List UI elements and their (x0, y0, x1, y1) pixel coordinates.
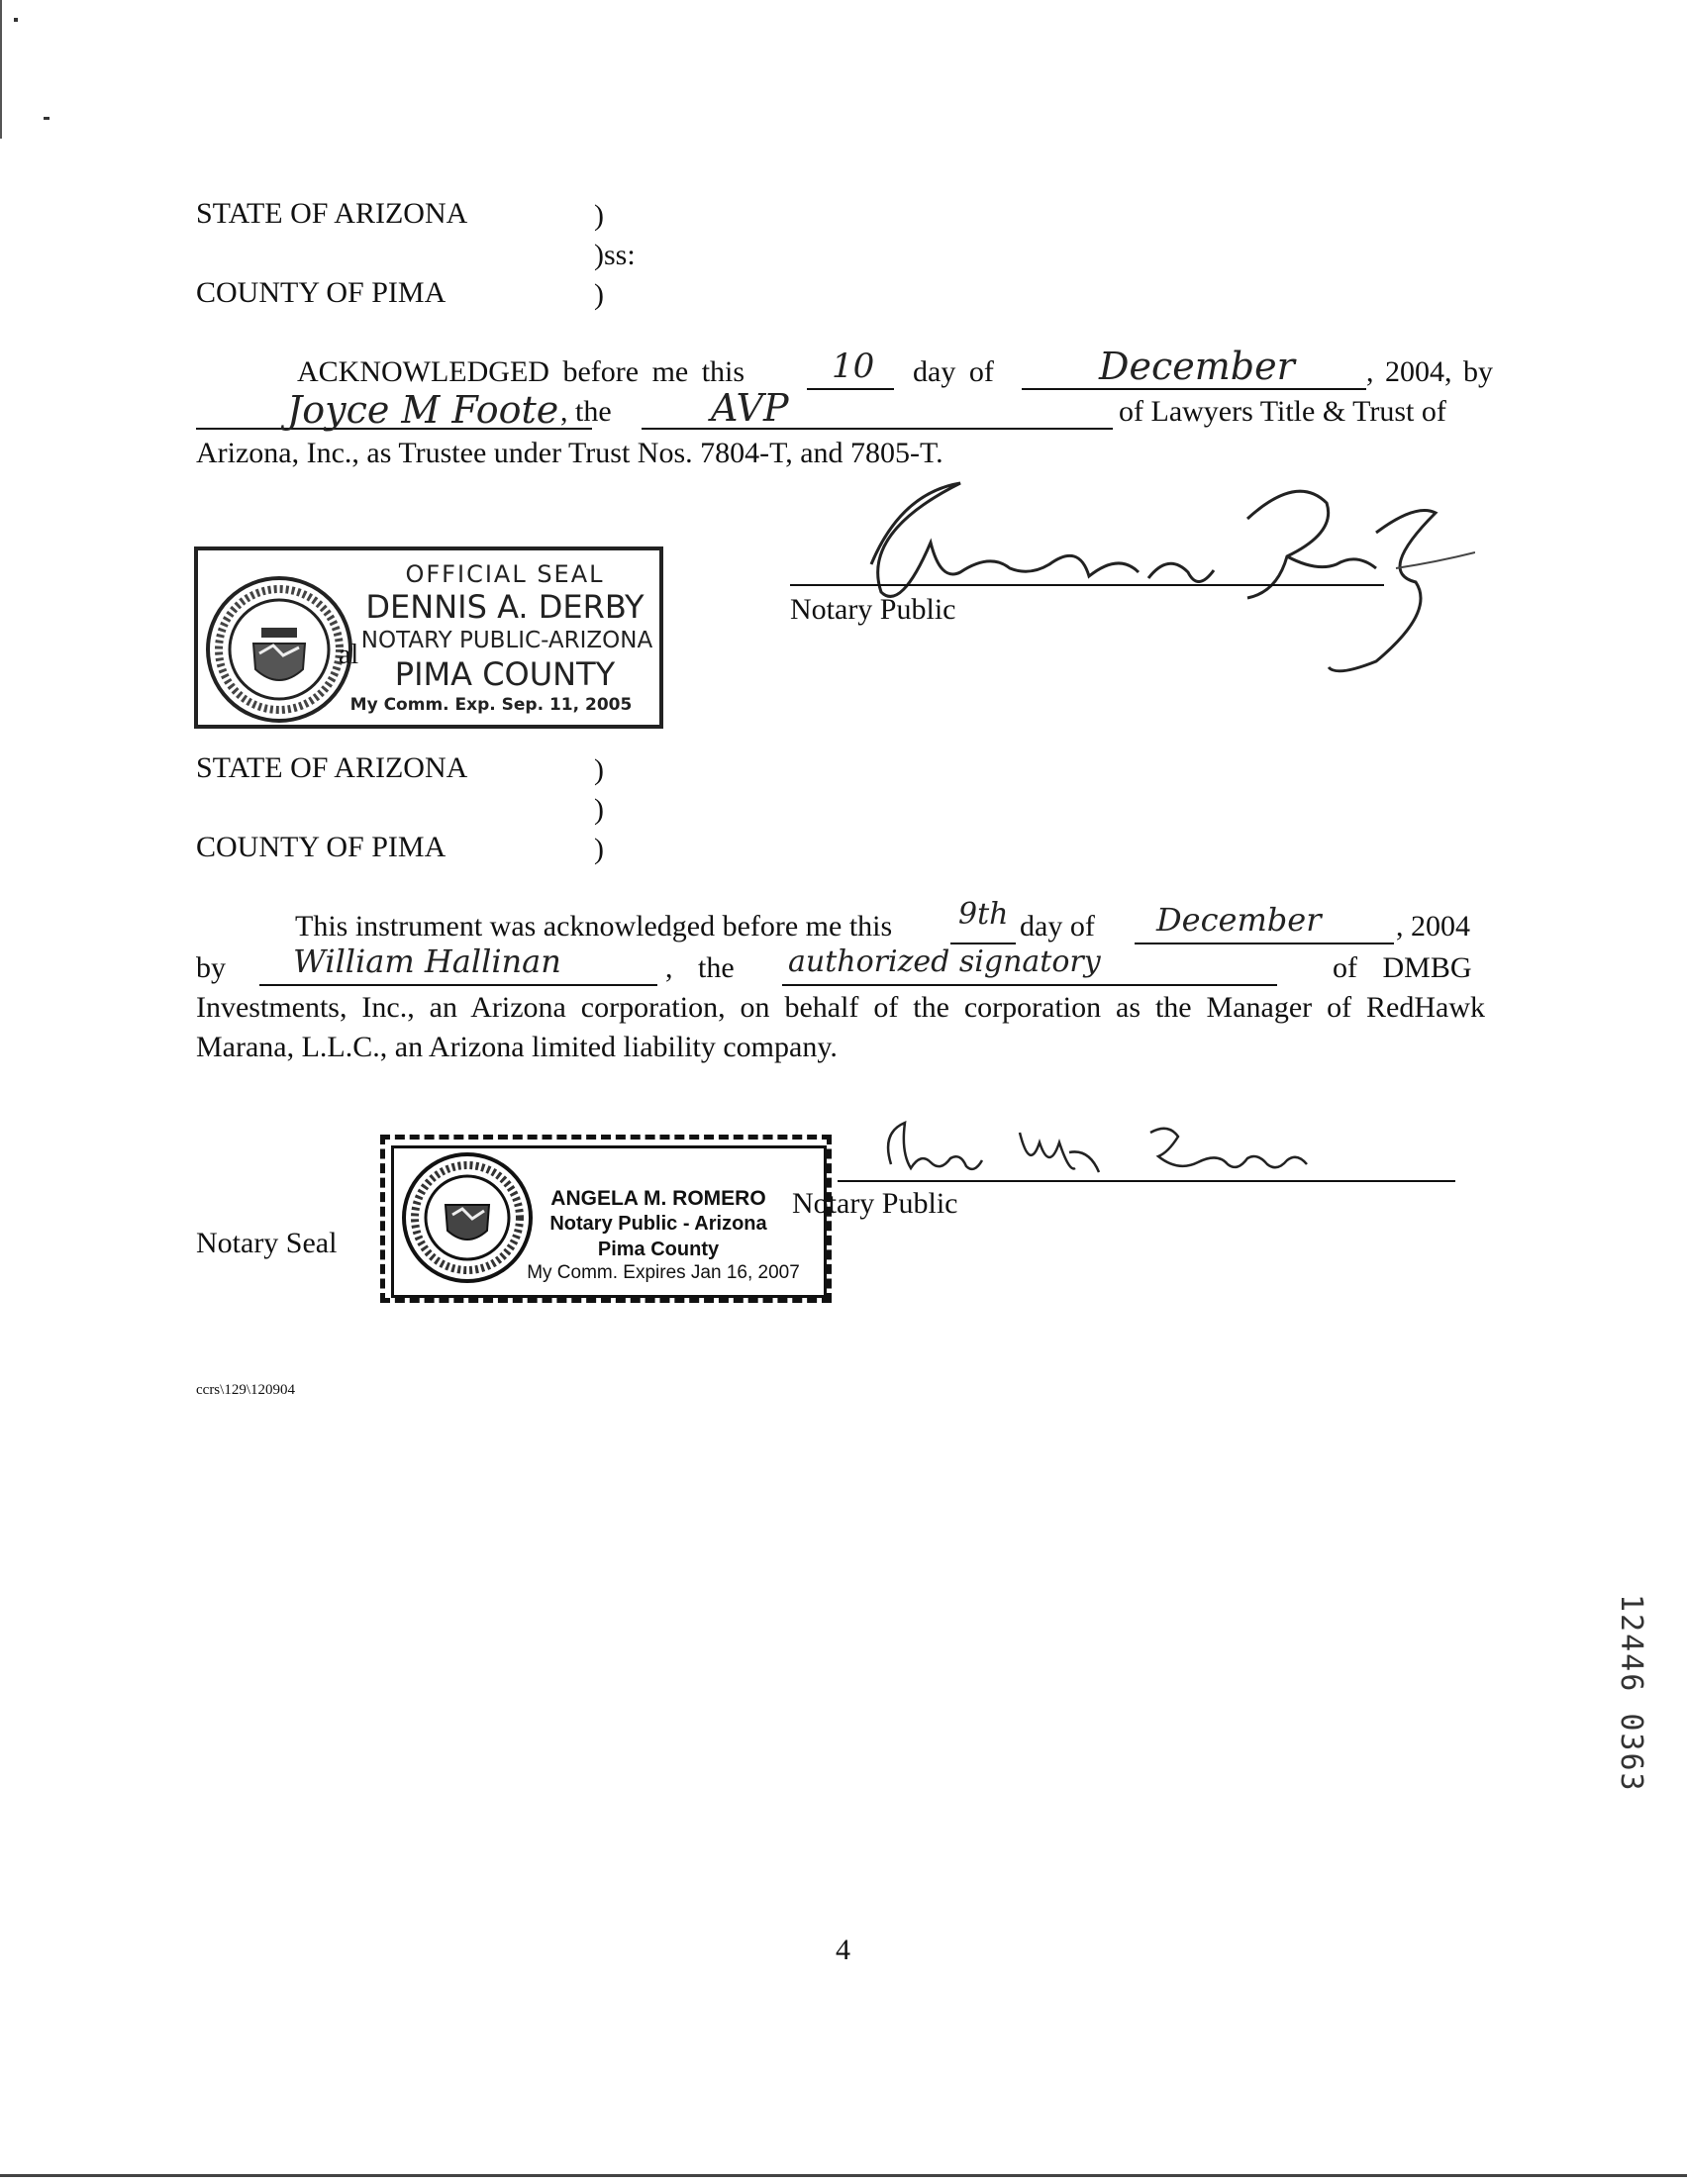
seal-county: Pima County (597, 1239, 720, 1260)
seal-overprint: al (339, 640, 359, 670)
venue-paren: ) (594, 278, 604, 311)
handwritten-month: December (1099, 345, 1295, 388)
signature-derby (822, 473, 1475, 691)
seal-expiry: My Comm. Exp. Sep. 11, 2005 (349, 695, 633, 715)
ack-text: by (196, 951, 226, 984)
blank-line (259, 984, 657, 986)
notary-public-label: Notary Public (792, 1187, 958, 1220)
file-reference: ccrs\129\120904 (196, 1382, 295, 1398)
ack-text: of Lawyers Title & Trust of (1119, 395, 1446, 428)
venue-ss: )ss: (594, 239, 636, 271)
ack-text: , the (560, 395, 612, 428)
ack-text: , 2004, by (1366, 355, 1493, 388)
ack-text: day of (1020, 910, 1095, 943)
page-number: 4 (836, 1934, 850, 1966)
state-heading: STATE OF ARIZONA (196, 751, 468, 784)
scan-edge (0, 2174, 1687, 2177)
venue-paren: ) (594, 793, 604, 826)
handwritten-title: authorized signatory (788, 944, 1101, 979)
notary-seal-label: Notary Seal (196, 1227, 338, 1259)
ack-text: This instrument was acknowledged before me this (295, 910, 893, 943)
seal-name: DENNIS A. DERBY (365, 588, 645, 626)
official-seal-derby (194, 546, 663, 729)
venue-paren: ) (594, 753, 604, 786)
seal-role: Notary Public - Arizona (549, 1213, 767, 1235)
handwritten-name: William Hallinan (293, 943, 561, 980)
scan-speck (44, 117, 50, 120)
ack-text: Marana, L.L.C., an Arizona limited liability company. (196, 1031, 838, 1063)
ack-text: Arizona, Inc., as Trustee under Trust Nos. 7804-T, and 7805-T. (196, 437, 943, 469)
notary-public-label: Notary Public (790, 593, 956, 626)
signature-line (838, 1180, 1455, 1182)
ack-text: day of (913, 355, 994, 388)
scan-edge (0, 0, 2, 139)
county-heading: COUNTY OF PIMA (196, 831, 447, 863)
official-seal-romero (380, 1135, 832, 1303)
seal-county: PIMA COUNTY (394, 655, 616, 693)
venue-paren: ) (594, 833, 604, 865)
ack-text: ACKNOWLEDGED before me this (297, 355, 745, 388)
state-heading: STATE OF ARIZONA (196, 197, 468, 230)
handwritten-month: December (1156, 901, 1322, 939)
blank-line (1135, 943, 1394, 944)
ack-text: Investments, Inc., an Arizona corporation, on behalf of the corporation as the Manager of RedHawk (196, 991, 1485, 1024)
ack-text: , 2004 (1396, 910, 1470, 943)
venue-paren: ) (594, 199, 604, 232)
handwritten-day: 9th (958, 897, 1009, 932)
seal-expiry: My Comm. Expires Jan 16, 2007 (527, 1262, 800, 1283)
handwritten-name: Joyce M Foote (287, 388, 559, 432)
handwritten-title: AVP (711, 386, 789, 430)
blank-line (807, 388, 894, 390)
handwritten-day: 10 (832, 347, 875, 386)
signature-line (790, 584, 1384, 586)
seal-role: NOTARY PUBLIC-ARIZONA (360, 628, 653, 653)
seal-header: OFFICIAL SEAL (405, 560, 605, 588)
blank-line (1022, 388, 1366, 390)
ack-text: of DMBG (1333, 951, 1472, 984)
ack-text: , the (665, 951, 735, 984)
blank-line (782, 984, 1277, 986)
scan-speck (14, 18, 18, 22)
county-heading: COUNTY OF PIMA (196, 276, 447, 309)
recording-number: 12446 0363 (1614, 1594, 1648, 1793)
seal-name: ANGELA M. ROMERO (550, 1187, 766, 1210)
